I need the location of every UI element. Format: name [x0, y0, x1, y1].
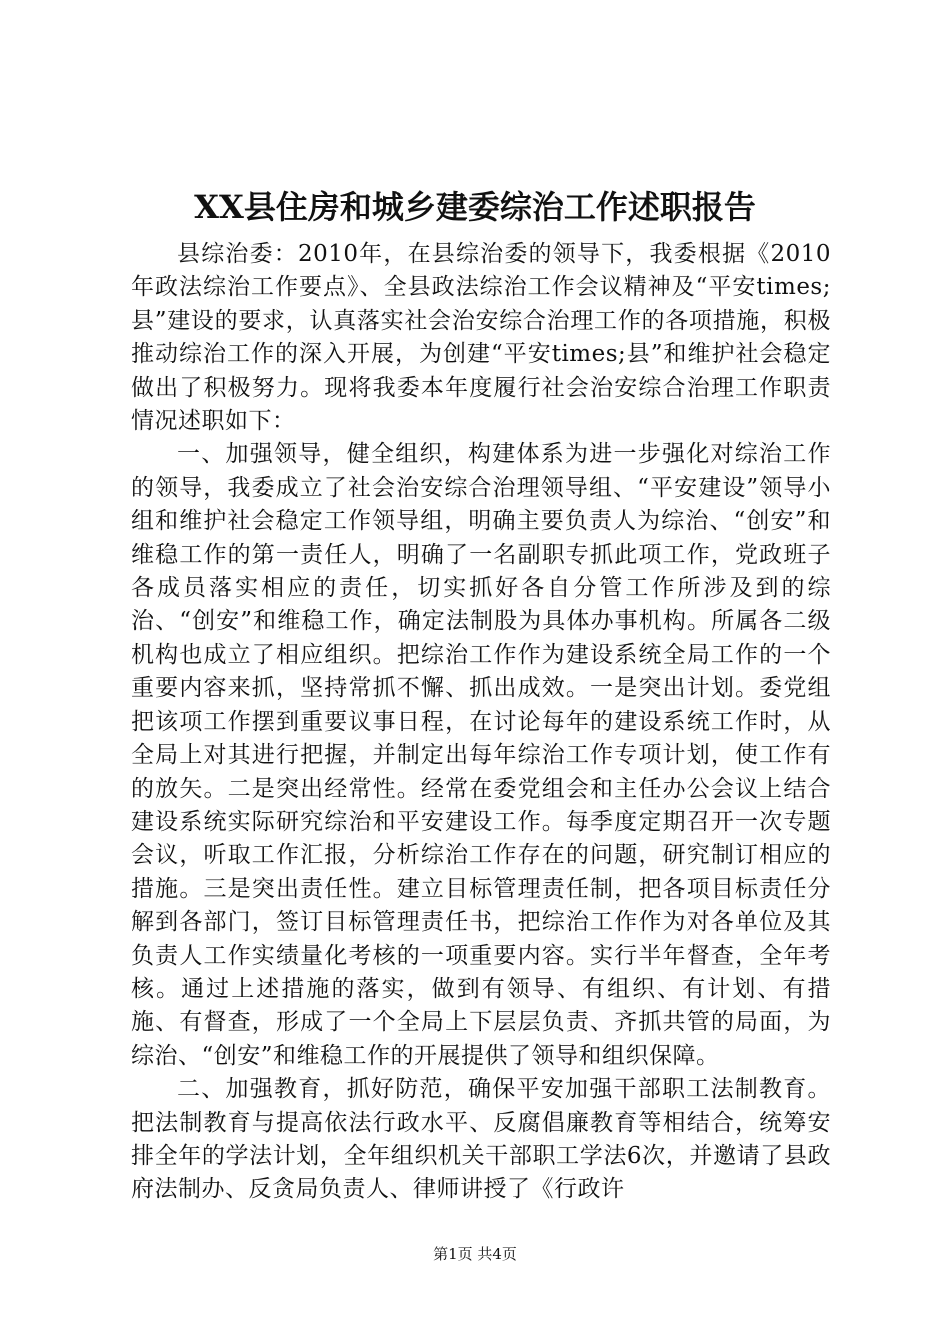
paragraph-section-two: 二、加强教育，抓好防范，确保平安加强干部职工法制教育。把法制教育与提高依法行政水平、反腐倡廉教育等相结合，统筹安排全年的学法计划，全年组织机关干部职工学法6次，并邀请了县政府法制办、反贪局负责人、律师讲授了《行政许	[131, 1076, 831, 1203]
paragraph-intro: 县综治委：2010年，在县综治委的领导下，我委根据《2010年政法综治工作要点》、全县政法综治工作会议精神及“平安times;县”建设的要求，认真落实社会治安综合治理工作的各项措施，积极推动综治工作的深入开展，为创建“平安times;县”和维护社会稳定做出了积极努力。现将我委本年度履行社会治安综合治理工作职责情况述职如下：	[131, 241, 831, 435]
paragraph-section-one: 一、加强领导，健全组织，构建体系为进一步强化对综治工作的领导，我委成立了社会治安综合治理领导组、“平安建设”领导小组和维护社会稳定工作领导组，明确主要负责人为综治、“创安”和维稳工作的第一责任人，明确了一名副职专抓此项工作，党政班子各成员落实相应的责任，切实抓好各自分管工作所涉及到的综治、“创安”和维稳工作，确定法制股为具体办事机构。所属各二级机构也成立了相应组织。把综治工作作为建设系统全局工作的一个重要内容来抓，坚持常抓不懈、抓出成效。一是突出计划。委党组把该项工作摆到重要议事日程，在讨论每年的建设系统工作时，从全局上对其进行把握，并制定出每年综治工作专项计划，使工作有的放矢。二是突出经常性。经常在委党组会和主任办公会议上结合建设系统实际研究综治和平安建设工作。每季度定期召开一次专题会议，听取工作汇报，分析综治工作存在的问题，研究制订相应的措施。三是突出责任性。建立目标管理责任制，把各项目标责任分解到各部门，签订目标管理责任书，把综治工作作为对各单位及其负责人工作实绩量化考核的一项重要内容。实行半年督查，全年考核。通过上述措施的落实，做到有领导、有组织、有计划、有措施、有督查，形成了一个全局上下层层负责、齐抓共管的局面，为综治、“创安”和维稳工作的开展提供了领导和组织保障。	[131, 441, 831, 1069]
page-footer: 第1页 共4页	[433, 1245, 517, 1263]
document-body	[131, 238, 831, 1207]
page-title: XX县住房和城乡建委综治工作述职报告	[194, 188, 756, 226]
